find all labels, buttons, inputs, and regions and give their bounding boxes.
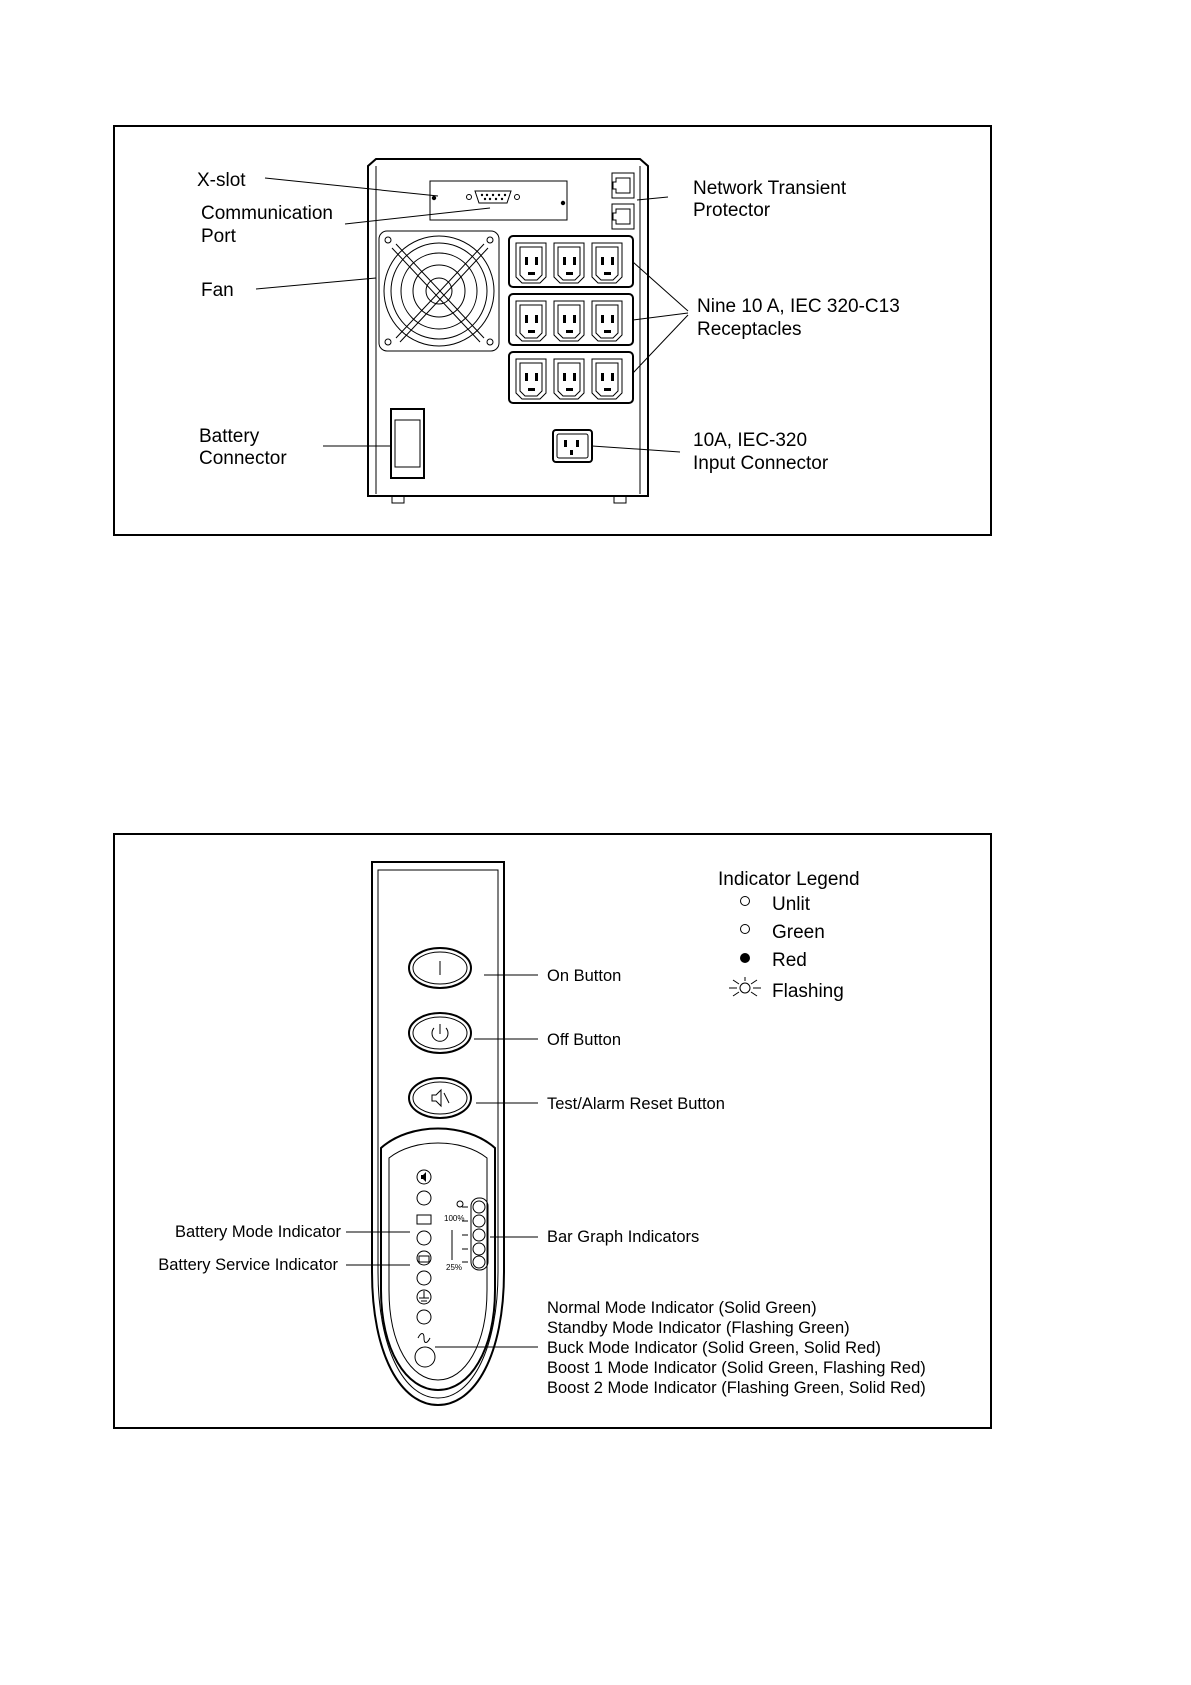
label-battery-1: Battery (199, 426, 260, 447)
outlet-pin (573, 315, 576, 323)
outlet-pin (525, 257, 528, 265)
foot-left (392, 496, 404, 503)
ground-fault-led (417, 1310, 431, 1324)
outlet-pin (566, 272, 573, 275)
ups-front-bezel (372, 862, 504, 1405)
outlet-face (596, 363, 618, 396)
legend-flashing-icon (729, 977, 761, 996)
outlet-pin (528, 272, 535, 275)
bar-led (473, 1229, 485, 1241)
outlet-pin (604, 330, 611, 333)
outlet-pin (528, 330, 535, 333)
mode-boost-2: Boost 2 Mode Indicator (Flashing Green, Solid Red) (547, 1379, 926, 1397)
outlet-face (558, 247, 580, 280)
label-battery-2: Connector (199, 448, 287, 469)
outlet-pin (563, 315, 566, 323)
battery-icon (417, 1215, 431, 1224)
outlet-pin (566, 388, 573, 391)
bar-scale-top: 100% (444, 1214, 465, 1223)
outlet-pin (604, 272, 611, 275)
mode-indicator-list (547, 1299, 926, 1397)
mode-boost-1: Boost 1 Mode Indicator (Solid Green, Flashing Red) (547, 1359, 926, 1377)
outlet-pin (563, 373, 566, 381)
label-on-button: On Button (547, 967, 622, 985)
label-battery-service: Battery Service Indicator (158, 1256, 338, 1274)
label-xslot: X-slot (197, 170, 246, 191)
outlet-pin (601, 315, 604, 323)
input-connector (553, 430, 592, 462)
outlet-pin (535, 373, 538, 381)
battery-mode-led (417, 1231, 431, 1245)
legend-unlit-dot (741, 897, 750, 906)
indicator-column (415, 1170, 435, 1367)
on-button[interactable] (409, 948, 471, 988)
bar-led (473, 1256, 485, 1268)
fan-grille (379, 231, 499, 351)
label-comm-1: Communication (201, 203, 333, 224)
outlet-pin (611, 257, 614, 265)
legend-green: Green (772, 922, 825, 943)
label-test-button: Test/Alarm Reset Button (547, 1095, 725, 1113)
outlet-pin (535, 257, 538, 265)
bar-led (473, 1201, 485, 1213)
outlet-group (516, 243, 622, 399)
off-button[interactable] (409, 1013, 471, 1053)
outlet-face (596, 305, 618, 338)
label-battery-mode: Battery Mode Indicator (175, 1223, 341, 1241)
label-receptacles-2: Receptacles (697, 319, 802, 340)
foot-right (614, 496, 626, 503)
outlet-pin (525, 373, 528, 381)
x-slot (430, 181, 567, 220)
outlet-pin (535, 315, 538, 323)
indicator-led (417, 1191, 431, 1205)
mode-indicator-led (415, 1347, 435, 1367)
bar-scale-bottom: 25% (446, 1263, 463, 1272)
battery-connector (391, 409, 424, 478)
bar-led (473, 1243, 485, 1255)
legend-unlit: Unlit (772, 894, 811, 915)
label-ntp-2: Protector (693, 200, 771, 221)
outlet-pin (525, 315, 528, 323)
outlet-pin (528, 388, 535, 391)
front-leader-lines (346, 975, 538, 1347)
network-jacks (612, 173, 634, 229)
outlet-pin (604, 388, 611, 391)
legend-red: Red (772, 950, 807, 971)
label-off-button: Off Button (547, 1031, 621, 1049)
label-ntp-1: Network Transient (693, 178, 847, 199)
outlet-face (558, 363, 580, 396)
outlet-pin (611, 373, 614, 381)
outlet-pin (601, 373, 604, 381)
battery-service-led (417, 1271, 431, 1285)
outlet-face (520, 305, 542, 338)
label-input-2: Input Connector (693, 453, 829, 474)
test-alarm-reset-button[interactable] (409, 1078, 471, 1118)
label-fan: Fan (201, 280, 234, 301)
bar-graph (444, 1198, 488, 1272)
outlet-face (558, 305, 580, 338)
label-receptacles-1: Nine 10 A, IEC 320-C13 (697, 296, 900, 317)
bar-led (473, 1215, 485, 1227)
outlet-pin (573, 257, 576, 265)
outlet-face (520, 247, 542, 280)
outlet-face (520, 363, 542, 396)
legend-green-dot (741, 925, 750, 934)
label-comm-2: Port (201, 226, 236, 247)
mode-standby: Standby Mode Indicator (Flashing Green) (547, 1319, 850, 1337)
ac-line-icon (418, 1334, 430, 1343)
mode-normal: Normal Mode Indicator (Solid Green) (547, 1299, 817, 1317)
outlet-pin (611, 315, 614, 323)
outlet-face (596, 247, 618, 280)
label-input-1: 10A, IEC-320 (693, 430, 808, 451)
outlet-pin (566, 330, 573, 333)
outlet-pin (563, 257, 566, 265)
legend-title: Indicator Legend (718, 869, 860, 890)
indicator-legend (718, 869, 860, 1002)
label-bar-graph: Bar Graph Indicators (547, 1228, 700, 1246)
legend-flashing: Flashing (772, 981, 844, 1002)
outlet-pin (573, 373, 576, 381)
legend-red-dot (740, 953, 750, 963)
mode-buck: Buck Mode Indicator (Solid Green, Solid Red) (547, 1339, 881, 1357)
outlet-pin (601, 257, 604, 265)
communication-port (467, 191, 520, 203)
